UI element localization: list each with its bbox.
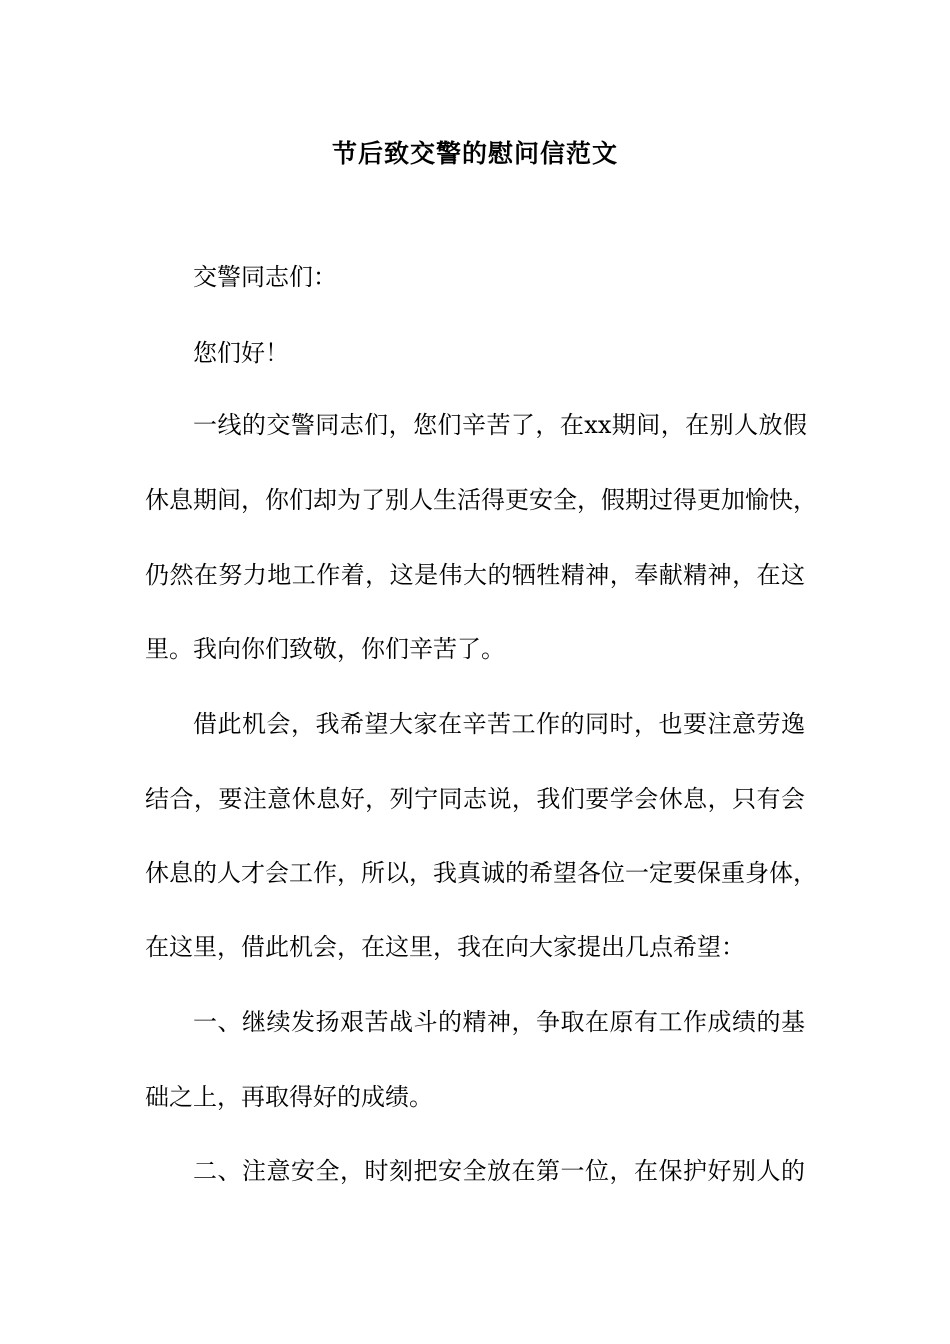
body-line: 休息期间，你们却为了别人生活得更安全，假期过得更加愉快， <box>145 486 817 514</box>
body-line: 休息的人才会工作，所以，我真诚的希望各位一定要保重身体， <box>145 859 817 887</box>
body-line: 在这里，借此机会，在这里，我在向大家提出几点希望： <box>145 933 745 961</box>
body-line: 借此机会，我希望大家在辛苦工作的同时，也要注意劳逸 <box>193 710 805 738</box>
body-line: 仍然在努力地工作着，这是伟大的牺牲精神，奉献精神，在这 <box>145 561 805 589</box>
salutation: 交警同志们： <box>193 263 337 291</box>
list-item: 一、继续发扬艰苦战斗的精神，争取在原有工作成绩的基 <box>193 1008 805 1036</box>
body-line: 一线的交警同志们，您们辛苦了，在xx期间，在别人放假 <box>193 411 807 439</box>
body-line: 础之上，再取得好的成绩。 <box>145 1083 433 1111</box>
greeting: 您们好！ <box>193 339 289 367</box>
document-title: 节后致交警的慰问信范文 <box>331 139 618 168</box>
body-line: 里。我向你们致敬，你们辛苦了。 <box>145 635 505 663</box>
body-line: 结合，要注意休息好，列宁同志说，我们要学会休息，只有会 <box>145 785 805 813</box>
list-item: 二、注意安全，时刻把安全放在第一位，在保护好别人的 <box>193 1157 805 1185</box>
